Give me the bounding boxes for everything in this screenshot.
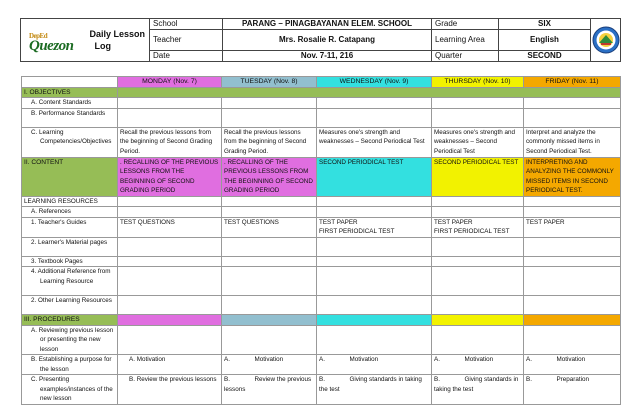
guides-monday: TEST QUESTIONS <box>118 217 222 237</box>
motivation-thursday: A. Motivation <box>432 355 524 375</box>
other-learning-label: 2. Other Learning Resources <box>22 296 118 315</box>
date-label: Date <box>150 50 223 61</box>
table-row <box>22 296 621 315</box>
logo-title-cell <box>21 19 150 62</box>
daily-lesson-log-title: Daily Lesson Log <box>89 29 146 51</box>
content-tuesday: . RECALLING OF THE PREVIOUS LESSONS FROM THE BEGINNING OF SECOND GRADING PERIOD <box>222 157 317 196</box>
content-thursday: SECOND PERIODICAL TEST <box>432 157 524 196</box>
motivation-wednesday: A. Motivation <box>317 355 432 375</box>
reviewing-label: A. Reviewing previous lesson or presenting the new lesson <box>22 325 118 355</box>
quezon-logo: DepEd Quezon <box>29 32 74 54</box>
day-header-row <box>22 77 621 88</box>
review-monday: B. Review the previous lessons <box>118 375 222 405</box>
table-row <box>22 256 621 267</box>
references-label: A. References <box>22 207 118 218</box>
table-row <box>22 207 621 218</box>
performance-standards-label: B. Performance Standards <box>22 108 118 127</box>
table-row <box>22 267 621 296</box>
school-value: PARANG – PINAGBAYANAN ELEM. SCHOOL <box>223 19 432 30</box>
content-monday: . RECALLING OF THE PREVIOUS LESSONS FROM THE BEGINNING OF SECOND GRADING PERIOD <box>118 157 222 196</box>
table-row <box>22 355 621 375</box>
presenting-label: C. Presenting examples/instances of the new lesson <box>22 375 118 405</box>
competency-thursday: Measures one's strength and weaknesses – Second Periodical Test <box>432 127 524 157</box>
objectives-band <box>118 87 621 98</box>
table-row <box>22 127 621 157</box>
objectives-heading: I. OBJECTIVES <box>22 87 118 98</box>
corner-cell <box>22 77 118 88</box>
learning-competencies-label: C. Learning Competencies/Objectives <box>22 127 118 157</box>
learning-resources-heading: LEARNING RESOURCES <box>22 196 118 207</box>
table-row <box>22 217 621 237</box>
procedures-heading-row <box>22 315 621 326</box>
table-row <box>22 108 621 127</box>
additional-reference-label: 4. Additional Reference from Learning Resource <box>22 267 118 296</box>
school-label: School <box>150 19 223 30</box>
quarter-value: SECOND <box>499 50 591 61</box>
motivation-friday: A. Motivation <box>524 355 621 375</box>
day-thursday: THURSDAY (Nov. 10) <box>432 77 524 88</box>
grade-label: Grade <box>432 19 499 30</box>
guides-tuesday: TEST QUESTIONS <box>222 217 317 237</box>
standards-wednesday: B. Giving standards in taking the test <box>317 375 432 405</box>
lesson-log-table <box>21 76 621 405</box>
table-row <box>22 196 621 207</box>
establishing-label: B. Establishing a purpose for the lesson <box>22 355 118 375</box>
table-row <box>22 375 621 405</box>
day-wednesday: WEDNESDAY (Nov. 9) <box>317 77 432 88</box>
standards-thursday: B. Giving standards in taking the test <box>432 375 524 405</box>
date-value: Nov. 7-11, 216 <box>223 50 432 61</box>
teachers-guides-label: 1. Teacher's Guides <box>22 217 118 237</box>
deped-seal-icon <box>592 26 620 54</box>
learners-material-label: 2. Learner's Material pages <box>22 237 118 256</box>
content-friday: INTERPRETING AND ANALYZING THE COMMONLY MISSED ITEMS IN SECOND PERIODICAL TEST. <box>524 157 621 196</box>
guides-wednesday: TEST PAPER FIRST PERIODICAL TEST <box>317 217 432 237</box>
procedures-heading: III. PROCEDURES <box>22 315 118 326</box>
motivation-monday: A. Motivation <box>118 355 222 375</box>
competency-wednesday: Measures one's strength and weaknesses – Second Periodical Test <box>317 127 432 157</box>
motivation-tuesday: A. Motivation <box>222 355 317 375</box>
day-tuesday: TUESDAY (Nov. 8) <box>222 77 317 88</box>
content-row <box>22 157 621 196</box>
guides-thursday: TEST PAPER FIRST PERIODICAL TEST <box>432 217 524 237</box>
grade-value: SIX <box>499 19 591 30</box>
content-wednesday: SECOND PERIODICAL TEST <box>317 157 432 196</box>
preparation-friday: B. Preparation <box>524 375 621 405</box>
table-row <box>22 325 621 355</box>
teacher-value: Mrs. Rosalie R. Catapang <box>223 30 432 50</box>
competency-monday: Recall the previous lessons from the beginning of Second Grading Period. <box>118 127 222 157</box>
learning-area-label: Learning Area <box>432 30 499 50</box>
competency-tuesday: Recall the previous lessons from the beginning of Second Grading Period. <box>222 127 317 157</box>
guides-friday: TEST PAPER <box>524 217 621 237</box>
content-standards-label: A. Content Standards <box>22 98 118 109</box>
textbook-pages-label: 3. Textbook Pages <box>22 256 118 267</box>
quarter-label: Quarter <box>432 50 499 61</box>
content-heading: II. CONTENT <box>22 157 118 196</box>
table-row <box>22 237 621 256</box>
learning-area-value: English <box>499 30 591 50</box>
day-monday: MONDAY (Nov. 7) <box>118 77 222 88</box>
day-friday: FRIDAY (Nov. 11) <box>524 77 621 88</box>
table-row <box>22 98 621 109</box>
objectives-heading-row <box>22 87 621 98</box>
review-tuesday: B. Review the previous lessons <box>222 375 317 405</box>
header-table <box>20 18 621 62</box>
competency-friday: Interpret and analyze the commonly missed items in Second Periodical Test. <box>524 127 621 157</box>
teacher-label: Teacher <box>150 30 223 50</box>
seal-cell <box>591 19 621 62</box>
